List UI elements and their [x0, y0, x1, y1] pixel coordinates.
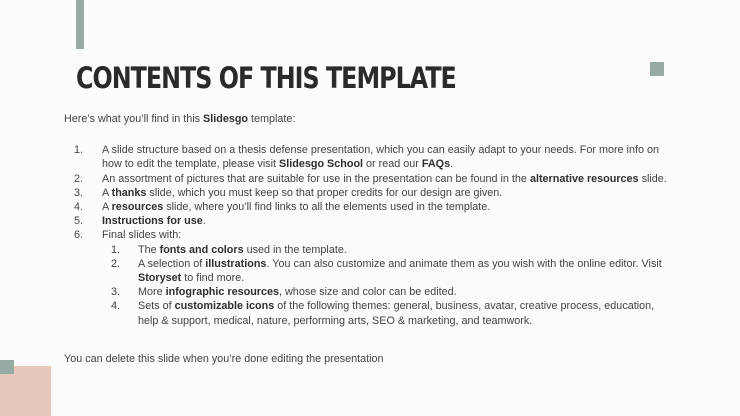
storyset-link: Storyset: [138, 272, 182, 285]
slide-title: CONTENTS OF THIS TEMPLATE: [76, 61, 456, 95]
list-item: 6. Final slides with: 1. The fonts and colors used in the template. 2. A selection of illustrations. You can also customize and animate them as you wish with the online editor. Visit Storyset to find more. 3. More infographic resources, whose size and color can be edited. 4. Sets of customizable icons of the following themes: general, business, avatar, creative process, education, help & support, medical, nature, performing arts, SEO & marketing, and teamwork.: [64, 228, 674, 327]
outro-text: You can delete this slide when you’re done editing the presentation: [64, 353, 384, 365]
sublist-item: 1. The fonts and colors used in the template.: [111, 243, 347, 256]
list-item: 3. A thanks slide, which you must keep so that proper credits for our design are given.: [74, 186, 503, 199]
sublist-item: 2. A selection of illustrations. You can also customize and animate them as you wish with the online editor. Visit Storyset to find more.: [111, 257, 662, 285]
list-item: 4. A resources slide, where you’ll find links to all the elements used in the template.: [74, 201, 491, 214]
final-slides-sublist: [102, 243, 674, 328]
list-item: 2. An assortment of pictures that are suitable for use in the presentation can be found in the alternative resources slide.: [74, 172, 667, 185]
sublist-item: 4. Sets of customizable icons of the following themes: general, business, avatar, creative process, education, help & support, medical, nature, performing arts, SEO & marketing, and teamwork.: [111, 300, 655, 327]
intro-text: Here’s what you’ll find in this Slidesgo template:: [64, 113, 296, 125]
list-item: 1. A slide structure based on a thesis defense presentation, which you can easily adapt to your needs. For more info on how to edit the template, please visit Slidesgo School or read our FAQs.: [74, 144, 659, 171]
decorative-square-right: [650, 62, 664, 76]
list-item: 5. Instructions for use.: [74, 215, 206, 228]
contents-list: [64, 143, 674, 328]
slide-body: [64, 112, 674, 328]
sublist-item: 3. More infographic resources, whose size and color can be edited.: [111, 286, 457, 299]
decorative-square-bottom-left: [0, 360, 14, 374]
slidesgo-school-link: Slidesgo School: [279, 158, 364, 171]
decorative-bar-top: [76, 0, 84, 49]
faqs-link: FAQs: [421, 158, 451, 171]
